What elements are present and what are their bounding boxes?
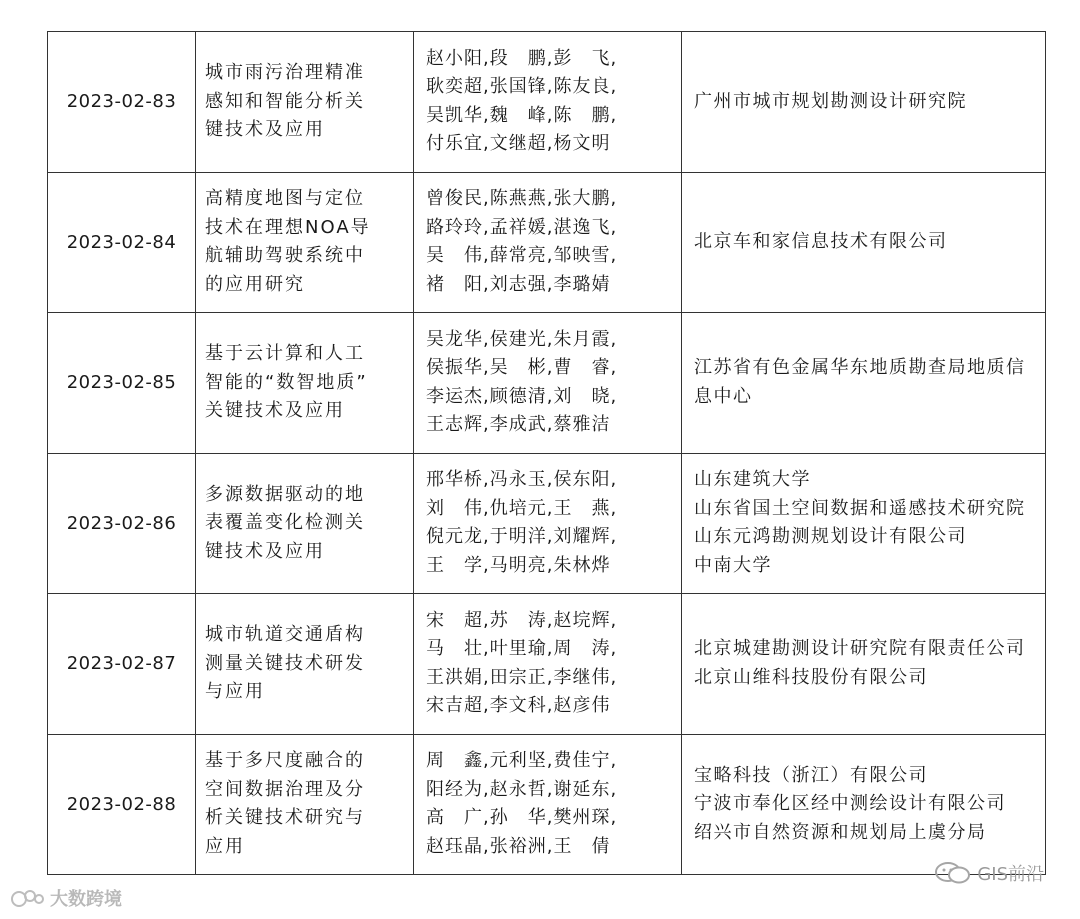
project-title-line: 基于云计算和人工 xyxy=(205,343,365,364)
team-members-cell xyxy=(414,734,682,875)
organizations-cell xyxy=(682,313,1046,454)
team-members-line: 宋 超,苏 涛,赵垸辉, xyxy=(426,609,618,631)
project-title-line: 与应用 xyxy=(205,681,265,702)
team-members-line: 高 广,孙 华,樊州琛, xyxy=(426,807,618,829)
project-title-line: 城市雨污治理精准 xyxy=(205,62,365,83)
team-members-line: 耿奕超,张国锋,陈友良, xyxy=(426,76,618,98)
table-row xyxy=(48,453,1046,594)
table-row xyxy=(48,172,1046,313)
project-title-line: 测量关键技术研发 xyxy=(205,652,365,674)
project-title-line: 键技术及应用 xyxy=(205,119,325,140)
project-title-line: 智能的“数智地质” xyxy=(205,371,368,393)
team-members-cell xyxy=(414,594,682,735)
organizations-cell xyxy=(682,172,1046,313)
project-id-cell: 2023-02-88 xyxy=(48,734,196,875)
team-members-line: 吴 伟,薛常亮,邹映雪, xyxy=(426,245,618,267)
organizations-cell xyxy=(682,594,1046,735)
organizations-cell xyxy=(682,453,1046,594)
table-row xyxy=(48,313,1046,454)
awards-table xyxy=(47,31,1046,875)
organizations-cell xyxy=(682,734,1046,875)
project-title-line: 感知和智能分析关 xyxy=(205,90,365,112)
organization-name: 北京城建勘测设计研究院有限责任公司 xyxy=(694,638,1026,660)
table-row xyxy=(48,734,1046,875)
team-members-line: 阳经为,赵永哲,谢延东, xyxy=(426,778,618,800)
team-members-line: 周 鑫,元利坚,费佳宁, xyxy=(426,750,618,772)
project-title-line: 多源数据驱动的地 xyxy=(205,483,365,505)
team-members-line: 刘 伟,仇培元,王 燕, xyxy=(426,497,618,519)
team-members-line: 吴龙华,侯建光,朱月霞, xyxy=(426,328,618,350)
team-members-line: 王 学,马明亮,朱林烨 xyxy=(426,554,611,576)
watermark-right xyxy=(933,857,1044,889)
organization-name: 绍兴市自然资源和规划局上虞分局 xyxy=(694,821,987,843)
project-title-cell xyxy=(196,313,414,454)
project-id-cell: 2023-02-84 xyxy=(48,172,196,313)
team-members-line: 褚 阳,刘志强,李璐婧 xyxy=(426,273,611,295)
team-members-line: 倪元龙,于明洋,刘耀辉, xyxy=(426,526,618,548)
project-title-line: 的应用研究 xyxy=(205,273,305,295)
project-title-line: 键技术及应用 xyxy=(205,540,325,562)
team-members-line: 曾俊民,陈燕燕,张大鹏, xyxy=(426,188,618,210)
team-members-line: 宋吉超,李文科,赵彦伟 xyxy=(426,695,611,717)
team-members-cell xyxy=(414,32,682,173)
project-title-line: 应用 xyxy=(205,835,245,857)
team-members-line: 邢华桥,冯永玉,侯东阳, xyxy=(426,469,618,491)
organization-name: 中南大学 xyxy=(694,554,772,576)
organization-name: 北京车和家信息技术有限公司 xyxy=(694,231,948,252)
team-members-line: 赵小阳,段 鹏,彭 飞, xyxy=(426,47,618,69)
team-members-line: 王志辉,李成武,蔡雅洁 xyxy=(426,414,611,436)
project-id-cell: 2023-02-86 xyxy=(48,453,196,594)
organization-name: 广州市城市规划勘测设计研究院 xyxy=(694,90,967,112)
project-title-cell xyxy=(196,594,414,735)
team-members-line: 吴凯华,魏 峰,陈 鹏, xyxy=(426,104,618,126)
project-title-line: 高精度地图与定位 xyxy=(205,188,365,210)
watermark-right-text: GIS前沿 xyxy=(977,864,1044,885)
organization-name: 山东元鸿勘测规划设计有限公司 xyxy=(694,526,967,548)
team-members-line: 路玲玲,孟祥媛,湛逸飞, xyxy=(426,216,618,238)
organization-name: 宁波市奉化区经中测绘设计有限公司 xyxy=(694,793,1006,814)
project-title-line: 基于多尺度融合的 xyxy=(205,750,365,772)
team-members-line: 王洪娟,田宗正,李继伟, xyxy=(426,666,618,688)
project-title-line: 关键技术及应用 xyxy=(205,400,345,421)
project-title-cell xyxy=(196,453,414,594)
project-title-cell xyxy=(196,32,414,173)
team-members-line: 侯振华,吴 彬,曹 睿, xyxy=(426,357,618,379)
team-members-line: 李运杰,顾德清,刘 晓, xyxy=(426,385,618,407)
project-id-cell: 2023-02-85 xyxy=(48,313,196,454)
team-members-cell xyxy=(414,172,682,313)
project-title-cell xyxy=(196,734,414,875)
wechat-icon xyxy=(933,860,973,886)
watermark-left xyxy=(10,884,122,912)
team-members-line: 赵珏晶,张裕洲,王 倩 xyxy=(426,835,611,857)
organization-name: 北京山维科技股份有限公司 xyxy=(694,666,928,688)
project-title-line: 空间数据治理及分 xyxy=(205,778,365,800)
project-id-cell: 2023-02-87 xyxy=(48,594,196,735)
team-members-line: 付乐宜,文继超,杨文明 xyxy=(426,133,611,155)
organization-name: 山东省国土空间数据和遥感技术研究院 xyxy=(694,497,1026,519)
project-id-cell: 2023-02-83 xyxy=(48,32,196,173)
team-members-line: 马 壮,叶里瑜,周 涛, xyxy=(426,638,618,660)
table-row xyxy=(48,32,1046,173)
project-title-line: 航辅助驾驶系统中 xyxy=(205,245,365,267)
project-title-line: 表覆盖变化检测关 xyxy=(205,512,365,533)
table-row xyxy=(48,594,1046,735)
team-members-cell xyxy=(414,313,682,454)
brand-logo-icon xyxy=(10,887,46,909)
organizations-cell xyxy=(682,32,1046,173)
team-members-cell xyxy=(414,453,682,594)
project-title-line: 技术在理想NOA导 xyxy=(205,216,371,238)
watermark-left-text: 大数跨境 xyxy=(50,889,122,910)
organization-name: 宝略科技（浙江）有限公司 xyxy=(694,764,928,786)
organization-name: 山东建筑大学 xyxy=(694,469,811,491)
organization-name: 江苏省有色金属华东地质勘查局地质信息中心 xyxy=(694,357,1026,407)
project-title-cell xyxy=(196,172,414,313)
project-title-line: 析关键技术研究与 xyxy=(205,807,365,829)
project-title-line: 城市轨道交通盾构 xyxy=(205,624,365,645)
awards-table-body xyxy=(48,32,1046,875)
